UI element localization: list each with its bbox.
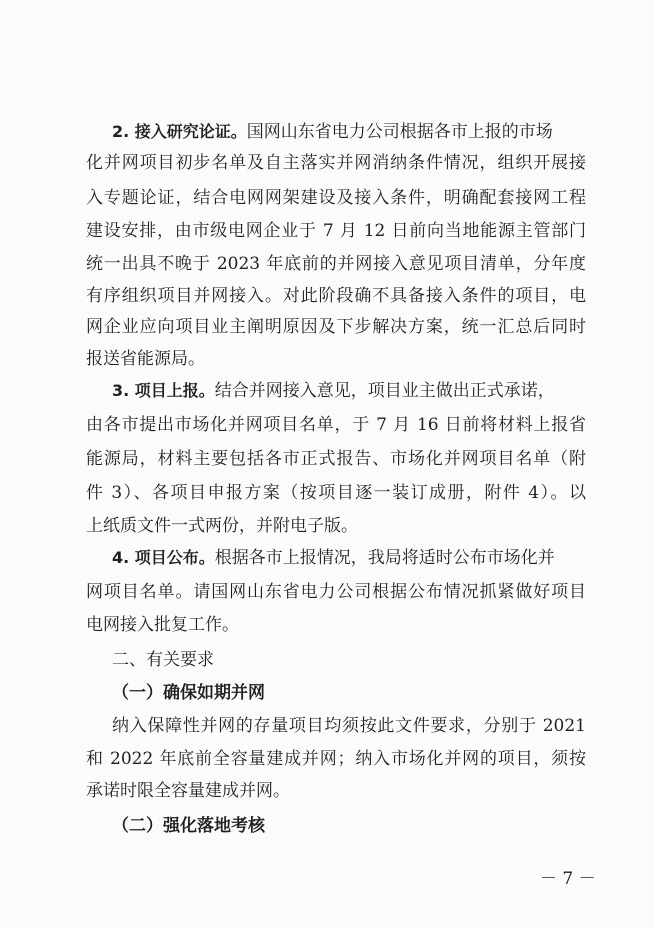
page-number: － 7 － [540, 869, 596, 889]
sub2-title: （二）强化落地考核 [112, 816, 265, 836]
item3-line-5: 上纸质文件一式两份，并附电子版。 [86, 516, 358, 536]
item4-line-1 [112, 543, 586, 573]
sub1-line-1: 纳入保障性并网的存量项目均须按此文件要求，分别于 2021 [112, 716, 586, 736]
item3-title: 3. 项目上报。 [112, 381, 215, 400]
item4-line-2: 网项目名单。请国网山东省电力公司根据公布情况抓紧做好项目 [86, 582, 586, 602]
item2-title: 2. 接入研究论证。 [112, 122, 247, 141]
item3-line-4: 件 3）、各项目申报方案（按项目逐一装订成册，附件 4）。以 [86, 483, 586, 503]
item4-line-3: 电网接入批复工作。 [86, 615, 239, 635]
item2-line-8: 报送省能源局。 [86, 349, 205, 369]
item2-line-1 [112, 117, 586, 147]
item2-line-3: 入专题论证，结合电网网架建设及接入条件，明确配套接网工程 [86, 188, 586, 208]
item3-text-1: 结合并网接入意见，项目业主做出正式承诺， [214, 381, 555, 401]
sub1-line-3: 承诺时限全容量建成并网。 [86, 781, 290, 801]
item2-line-6: 有序组织项目并网接入。对此阶段确不具备接入条件的项目，电 [86, 286, 586, 306]
sub1-title: （一）确保如期并网 [112, 683, 265, 703]
item4-title: 4. 项目公布。 [112, 548, 215, 567]
item3-line-1 [112, 376, 586, 406]
section2-title: 二、有关要求 [112, 650, 214, 670]
item2-line-5: 统一出具不晚于 2023 年底前的并网接入意见项目清单，分年度 [86, 254, 586, 274]
item4-text-1: 根据各市上报情况，我局将适时公布市场化并 [214, 548, 555, 568]
sub1-line-2: 和 2022 年底前全容量建成并网；纳入市场化并网的项目，须按 [86, 749, 586, 769]
item3-line-3: 能源局，材料主要包括各市正式报告、市场化并网项目名单（附 [86, 449, 586, 469]
item2-line-7: 网企业应向项目业主阐明原因及下步解决方案，统一汇总后同时 [86, 317, 586, 337]
item3-line-2: 由各市提出市场化并网项目名单，于 7 月 16 日前将材料上报省 [86, 415, 586, 435]
item2-line-2: 化并网项目初步名单及自主落实并网消纳条件情况，组织开展接 [86, 153, 586, 173]
item2-text-1: 国网山东省电力公司根据各市上报的市场 [246, 122, 553, 142]
item2-line-4: 建设安排，由市级电网企业于 7 月 12 日前向当地能源主管部门 [86, 221, 586, 241]
